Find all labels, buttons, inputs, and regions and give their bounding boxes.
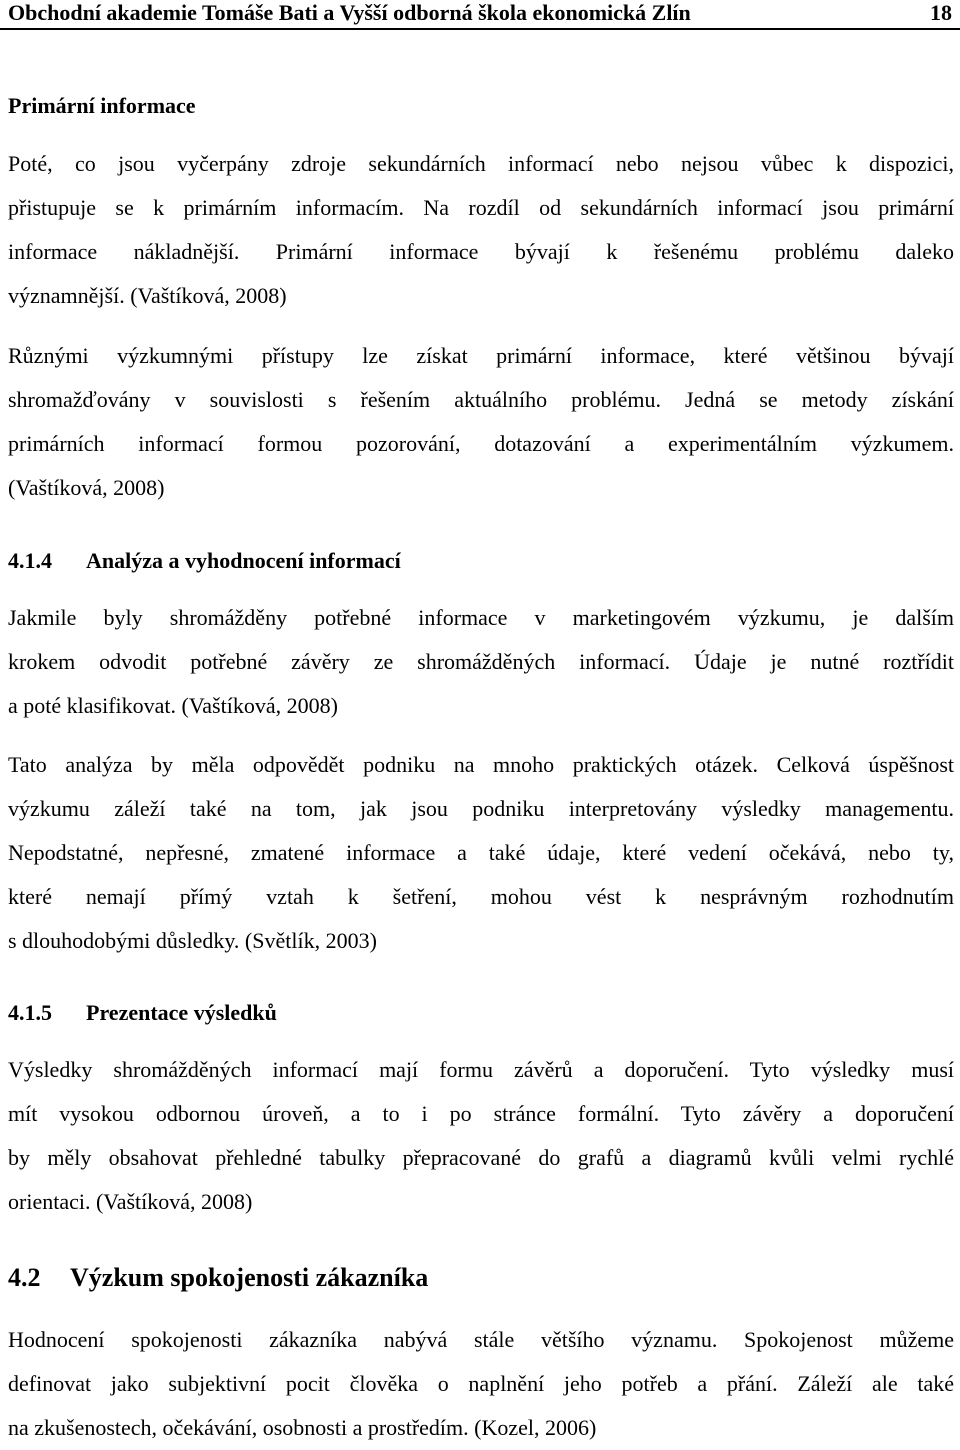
paragraph-line: na zkušenostech, očekávání, osobnosti a prostředím. (Kozel, 2006) [8, 1415, 597, 1440]
heading-4-2 [8, 1262, 954, 1294]
header-title: Obchodní akademie Tomáše Bati a Vyšší odborná škola ekonomická Zlín [8, 0, 691, 25]
paragraph-line: Poté, co jsou vyčerpány zdroje sekundárních informací nebo nejsou vůbec k dispozici, [8, 151, 954, 176]
paragraph-line: významnější. (Vaštíková, 2008) [8, 283, 287, 308]
paragraph-5 [8, 1048, 954, 1224]
heading-4-1-4 [8, 547, 954, 575]
paragraph-line: výzkumu záleží také na tom, jak jsou podniku interpretovány výsledky managementu. [8, 796, 954, 821]
section-title: Prezentace výsledků [86, 1000, 277, 1025]
paragraph-line: přistupuje se k primárním informacím. Na rozdíl od sekundárních informací jsou primární [8, 195, 954, 220]
section-title: Výzkum spokojenosti zákazníka [70, 1263, 429, 1292]
paragraph-3 [8, 596, 954, 728]
paragraph-4 [8, 743, 954, 963]
paragraph-line: krokem odvodit potřebné závěry ze shromážděných informací. Údaje je nutné roztřídit [8, 649, 954, 674]
paragraph-line: mít vysokou odbornou úroveň, a to i po stránce formální. Tyto závěry a doporučení [8, 1101, 954, 1126]
section-number: 4.2 [8, 1263, 41, 1292]
paragraph-line: primárních informací formou pozorování, dotazování a experimentálním výzkumem. [8, 431, 954, 456]
paragraph-line: Výsledky shromážděných informací mají formu závěrů a doporučení. Tyto výsledky musí [8, 1057, 954, 1082]
section-title: Analýza a vyhodnocení informací [86, 548, 401, 573]
section-number: 4.1.5 [8, 1000, 52, 1025]
paragraph-line: Nepodstatné, nepřesné, zmatené informace a také údaje, které vedení očekává, nebo ty, [8, 840, 954, 865]
paragraph-line: shromažďovány v souvislosti s řešením aktuálního problému. Jedná se metody získání [8, 387, 954, 412]
page-number: 18 [930, 0, 952, 25]
paragraph-line: Hodnocení spokojenosti zákazníka nabývá stále většího významu. Spokojenost můžeme [8, 1327, 954, 1352]
paragraph-1 [8, 142, 954, 318]
paragraph-line: Tato analýza by měla odpovědět podniku na mnoho praktických otázek. Celková úspěšnost [8, 752, 954, 777]
section-number: 4.1.4 [8, 548, 52, 573]
paragraph-line: by měly obsahovat přehledné tabulky přepracované do grafů a diagramů kvůli velmi rychlé [8, 1145, 954, 1170]
paragraph-line: a poté klasifikovat. (Vaštíková, 2008) [8, 693, 338, 718]
paragraph-line: (Vaštíková, 2008) [8, 475, 165, 500]
paragraph-line: orientaci. (Vaštíková, 2008) [8, 1189, 253, 1214]
paragraph-line: definovat jako subjektivní pocit člověka o naplnění jeho potřeb a přání. Záleží ale také [8, 1371, 954, 1396]
paragraph-line: Různými výzkumnými přístupy lze získat primární informace, které většinou bývají [8, 343, 954, 368]
paragraph-2 [8, 334, 954, 510]
paragraph-line: které nemají přímý vztah k šetření, mohou vést k nesprávným rozhodnutím [8, 884, 954, 909]
heading-4-1-5 [8, 999, 954, 1027]
paragraph-line: informace nákladnější. Primární informace bývají k řešenému problému daleko [8, 239, 954, 264]
paragraph-line: s dlouhodobými důsledky. (Světlík, 2003) [8, 928, 377, 953]
page-header [0, 0, 960, 30]
paragraph-line: Jakmile byly shromážděny potřebné informace v marketingovém výzkumu, je dalším [8, 605, 954, 630]
heading-primary-information: Primární informace [8, 93, 196, 118]
paragraph-6 [8, 1318, 954, 1450]
